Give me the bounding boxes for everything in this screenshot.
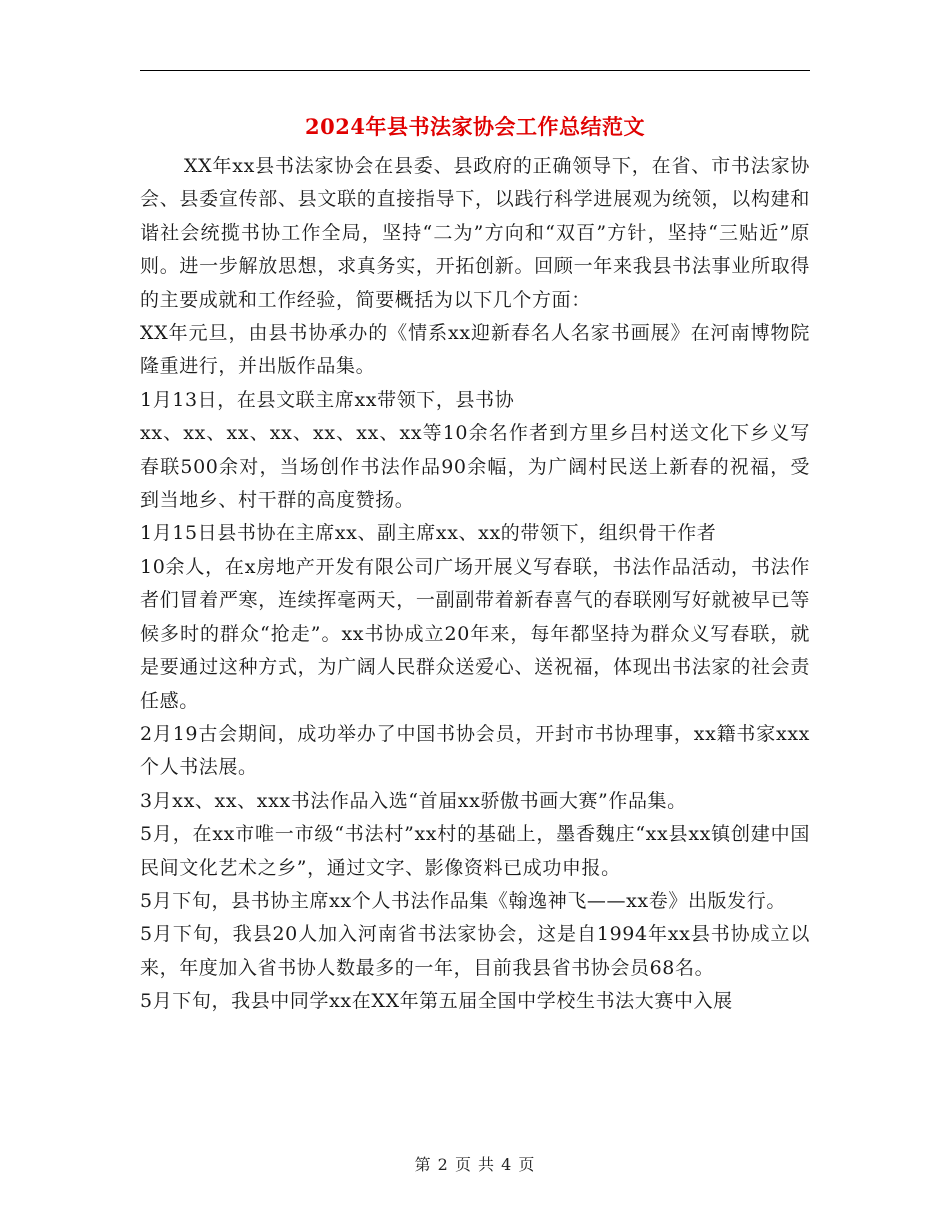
paragraph-may-collection: 5月下旬，县书协主席xx个人书法作品集《翰逸神飞——xx卷》出版发行。 (140, 889, 786, 912)
paragraph-may-calligraphy-village: 5月，在xx市唯一市级“书法村”xx村的基础上，墨香魏庄“xx县xx镇创建中国民间文化艺术之乡”，通过文字、影像资料已成功申报。 (140, 823, 810, 879)
page-number-footer: 第 2 页 共 4 页 (414, 1155, 536, 1174)
document-title: 2024年县书法家协会工作总结范文 (305, 114, 645, 139)
paragraph-may-members: 5月下旬，我县20人加入河南省书法家协会，这是自1994年xx县书协成立以来，年度加入省书协人数最多的一年，目前我县省书协会员68名。 (140, 923, 810, 979)
paragraph-feb19: 2月19古会期间，成功举办了中国书协会员，开封市书协理事，xx籍书家xxx个人书法展。 (140, 722, 810, 779)
paragraph-may-student: 5月下旬，我县中同学xx在XX年第五届全国中学校生书法大赛中入展 (140, 990, 733, 1013)
paragraph-jan15-intro: 1月15日县书协在主席xx、副主席xx、xx的带领下，组织骨干作者 (140, 522, 717, 545)
paragraph-intro: XX年xx县书法家协会在县委、县政府的正确领导下，在省、市书法家协会、县委宣传部、县文联的直接指导下，以践行科学进展观为统领，以构建和谐社会统揽书协工作全局，坚持“二为”方向和“双百”方针，坚持“三贴近”原则。进一步解放思想，求真务实，开拓创新。回顾一年来我县书法事业所取得的主要成就和工作经验，简要概括为以下几个方面： (140, 155, 810, 311)
header-rule (140, 70, 810, 71)
paragraph-new-year-exhibition: XX年元旦，由县书协承办的《情系xx迎新春名人名家书画展》在河南博物院隆重进行，并出版作品集。 (140, 322, 810, 378)
paragraph-march: 3月xx、xx、xxx书法作品入选“首届xx骄傲书画大赛”作品集。 (140, 789, 687, 812)
paragraph-jan15-detail: 10余人，在x房地产开发有限公司广场开展义写春联，书法作品活动，书法作者们冒着严寒，连续挥毫两天，一副副带着新春喜气的春联刚写好就被早已等候多时的群众“抢走”。xx书协成立20年来，每年都坚持为群众义写春联，就是要通过这种方式，为广阔人民群众送爱心、送祝福，体现出书法家的社会责任感。 (140, 555, 810, 712)
paragraph-jan13-detail: xx、xx、xx、xx、xx、xx、xx等10余名作者到方里乡吕村送文化下乡义写春联500余对，当场创作书法作品90余幅，为广阔村民送上新春的祝福，受到当地乡、村干群的高度赞扬。 (140, 422, 810, 512)
paragraph-jan13-intro: 1月13日，在县文联主席xx带领下，县书协 (140, 388, 515, 411)
document-body (140, 150, 810, 1019)
